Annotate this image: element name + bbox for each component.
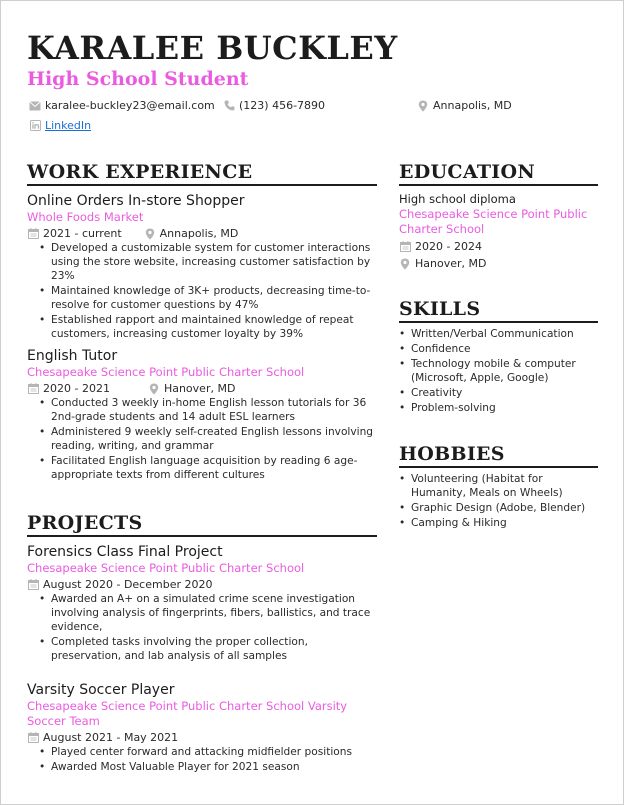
- project-dates: August 2020 - December 2020: [43, 578, 213, 591]
- map-pin-icon: [148, 383, 160, 395]
- education-school: Chesapeake Science Point Public Charter School: [399, 207, 588, 236]
- section-divider: [399, 184, 598, 186]
- section-title-projects: PROJECTS: [27, 512, 143, 534]
- skill-item: • Creativity: [399, 386, 599, 400]
- section-divider: [27, 184, 377, 186]
- education-dates-row: [399, 239, 599, 254]
- project-bullets: [39, 592, 379, 663]
- bullet-item: • Awarded Most Valuable Player for 2021 season: [39, 760, 379, 774]
- work-item: [27, 192, 379, 342]
- section-divider: [399, 321, 598, 323]
- section-divider: [27, 535, 377, 537]
- hobbies-list: [399, 472, 599, 531]
- job-organization: Chesapeake Science Point Public Charter School: [27, 365, 305, 379]
- job-dates: 2020 - 2021: [43, 382, 110, 395]
- job-location: [148, 381, 235, 396]
- map-pin-icon: [399, 258, 411, 270]
- calendar-icon: [27, 228, 39, 240]
- skills-list: [399, 327, 599, 416]
- job-location-text: Annapolis, MD: [159, 227, 239, 240]
- contact-email: [29, 99, 215, 112]
- calendar-icon: [27, 579, 39, 591]
- linkedin-icon: [29, 120, 41, 132]
- work-item: [27, 347, 379, 483]
- resume-role: High School Student: [27, 68, 249, 90]
- map-pin-icon: [144, 228, 156, 240]
- hobby-item: • Volunteering (Habitat for Humanity, Meals on Wheels): [399, 472, 599, 500]
- bullet-item: • Completed tasks involving the proper collection, preservation, and lab analysis of all samples: [39, 635, 379, 663]
- bullet-item: • Maintained knowledge of 3K+ products, decreasing time-to-resolve for customer questions by 47%: [39, 284, 379, 312]
- envelope-icon: [29, 100, 41, 112]
- job-meta: [27, 226, 379, 241]
- bullet-item: • Conducted 3 weekly in-home English lesson tutorials for 36 2nd-grade students and 14 adult ESL learners: [39, 396, 379, 424]
- location-text: Annapolis, MD: [433, 99, 512, 112]
- bullet-item: • Awarded an A+ on a simulated crime scene investigation involving analysis of fingerprints, fibers, ballistics, and trace evidence,: [39, 592, 379, 634]
- contact-phone: [223, 99, 325, 112]
- skill-item: • Technology mobile & computer (Microsoft, Apple, Google): [399, 357, 599, 385]
- section-title-work: WORK EXPERIENCE: [27, 161, 253, 183]
- education-location-row: [399, 256, 599, 271]
- project-organization: Chesapeake Science Point Public Charter School Varsity Soccer Team: [27, 699, 348, 728]
- skill-item: • Problem-solving: [399, 401, 599, 415]
- education-location: Hanover, MD: [415, 257, 487, 270]
- linkedin-link[interactable]: LinkedIn: [45, 119, 92, 132]
- map-pin-icon: [417, 100, 429, 112]
- phone-icon: [223, 100, 235, 112]
- calendar-icon: [27, 732, 39, 744]
- skill-item: • Written/Verbal Communication: [399, 327, 599, 341]
- resume-name: KARALEE BUCKLEY: [27, 29, 398, 67]
- project-item: [27, 543, 379, 664]
- hobby-item: • Camping & Hiking: [399, 516, 599, 530]
- job-organization: Whole Foods Market: [27, 210, 144, 224]
- section-title-hobbies: HOBBIES: [399, 443, 505, 465]
- email-text: karalee-buckley23@email.com: [45, 99, 215, 112]
- skill-item: • Confidence: [399, 342, 599, 356]
- job-title: English Tutor: [27, 348, 118, 364]
- project-title: Varsity Soccer Player: [27, 682, 175, 698]
- education-dates: 2020 - 2024: [415, 240, 482, 253]
- job-bullets: [39, 241, 379, 341]
- section-divider: [399, 466, 598, 468]
- job-dates: 2021 - current: [43, 227, 122, 240]
- project-item: [27, 681, 379, 775]
- education-degree: High school diploma: [399, 192, 516, 206]
- calendar-icon: [27, 383, 39, 395]
- contact-location: [417, 99, 512, 112]
- section-title-skills: SKILLS: [399, 298, 481, 320]
- education-item: [399, 192, 599, 271]
- bullet-item: • Developed a customizable system for customer interactions using the store website, increasing customer satisfaction by 23%: [39, 241, 379, 283]
- contact-linkedin: [29, 119, 91, 132]
- project-bullets: [39, 745, 379, 774]
- calendar-icon: [399, 241, 411, 253]
- bullet-item: • Administered 9 weekly self-created English lessons involving reading, writing, and grammar: [39, 425, 379, 453]
- project-dates: August 2021 - May 2021: [43, 731, 179, 744]
- section-title-education: EDUCATION: [399, 161, 535, 183]
- project-title: Forensics Class Final Project: [27, 544, 223, 560]
- project-meta: [27, 577, 379, 592]
- job-title: Online Orders In-store Shopper: [27, 193, 245, 209]
- job-location-text: Hanover, MD: [163, 382, 236, 395]
- job-bullets: [39, 396, 379, 482]
- job-location: [144, 226, 239, 241]
- project-organization: Chesapeake Science Point Public Charter School: [27, 561, 305, 575]
- job-meta: [27, 381, 379, 396]
- project-meta: [27, 730, 379, 745]
- bullet-item: • Established rapport and maintained knowledge of repeat customers, increasing customer loyalty by 39%: [39, 313, 379, 341]
- bullet-item: • Facilitated English language acquisition by reading 6 age-appropriate texts from different cultures: [39, 454, 379, 482]
- hobby-item: • Graphic Design (Adobe, Blender): [399, 501, 599, 515]
- phone-text: (123) 456-7890: [239, 99, 326, 112]
- bullet-item: • Played center forward and attacking midfielder positions: [39, 745, 379, 759]
